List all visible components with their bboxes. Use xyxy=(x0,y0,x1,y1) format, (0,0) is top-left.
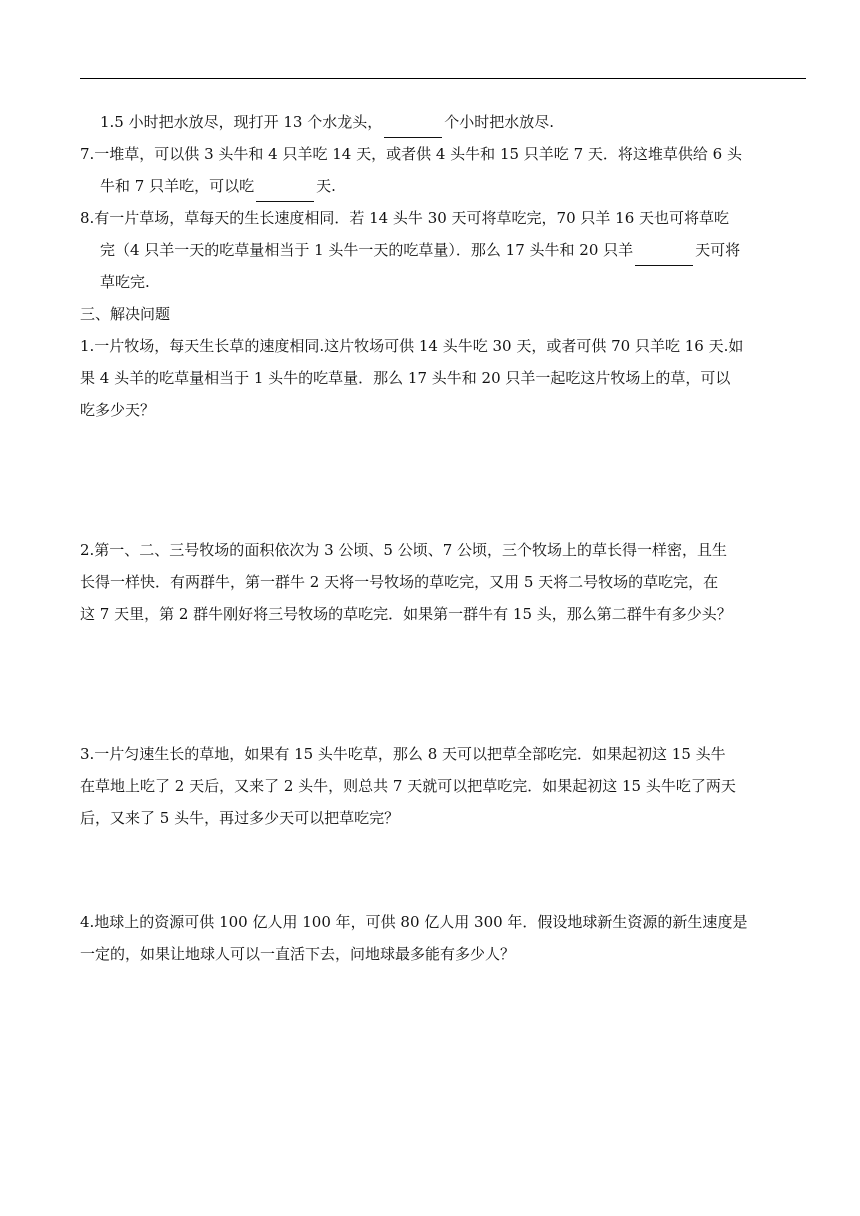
item-line xyxy=(80,170,808,202)
item-line: 7.一堆草，可以供 3 头牛和 4 只羊吃 14 天，或者供 4 头牛和 15 只羊吃 7 天．将这堆草供给 6 头 xyxy=(80,145,742,163)
header-rule xyxy=(80,78,806,79)
problem-line: 4.地球上的资源可供 100 亿人用 100 年，可供 80 亿人用 300 年．假设地球新生资源的新生速度是 xyxy=(80,913,748,931)
problem-line: 一定的，如果让地球人可以一直活下去，问地球最多能有多少人？ xyxy=(80,945,516,963)
answer-space[interactable] xyxy=(80,834,808,906)
fill-in-item-7 xyxy=(80,138,808,202)
item-line: 8.有一片草场，草每天的生长速度相同．若 14 头牛 30 天可将草吃完，70 只羊 16 天也可将草吃 xyxy=(80,209,730,227)
answer-space[interactable] xyxy=(80,426,808,534)
item-text: 天. xyxy=(316,177,336,195)
problem-line: 在草地上吃了 2 天后，又来了 2 头牛，则总共 7 天就可以把草吃完．如果起初这 15 头牛吃了两天 xyxy=(80,777,736,795)
item-text: 牛和 7 只羊吃，可以吃 xyxy=(100,177,255,195)
problem-line: 果 4 头羊的吃草量相当于 1 头牛的吃草量．那么 17 头牛和 20 只羊一起吃这片牧场上的草，可以 xyxy=(80,369,731,387)
problem-line: 3.一片匀速生长的草地，如果有 15 头牛吃草，那么 8 天可以把草全部吃完．如果起初这 15 头牛 xyxy=(80,745,726,763)
item-line xyxy=(80,234,808,266)
answer-space[interactable] xyxy=(80,970,808,1078)
problem-line: 长得一样快．有两群牛，第一群牛 2 天将一号牧场的草吃完，又用 5 天将二号牧场的草吃完，在 xyxy=(80,573,719,591)
problem-line: 这 7 天里，第 2 群牛刚好将三号牧场的草吃完．如果第一群牛有 15 头，那么第二群牛有多少头？ xyxy=(80,605,732,623)
problem-4 xyxy=(80,906,808,970)
item-text: 天可将 xyxy=(695,241,741,259)
answer-blank[interactable] xyxy=(635,245,693,266)
item-text: 个小时把水放尽. xyxy=(444,113,555,131)
item-text: 完（4 只羊一天的吃草量相当于 1 头牛一天的吃草量）．那么 17 头牛和 20 只羊 xyxy=(100,241,634,259)
problem-line: 2.第一、二、三号牧场的面积依次为 3 公顷、5 公顷、7 公顷，三个牧场上的草长得一样密，且生 xyxy=(80,541,728,559)
section-heading: 三、解决问题 xyxy=(80,305,171,323)
problem-2 xyxy=(80,534,808,630)
fill-in-item-continuation xyxy=(80,106,808,138)
problem-1 xyxy=(80,330,808,426)
problem-line: 1.一片牧场，每天生长草的速度相同.这片牧场可供 14 头牛吃 30 天，或者可供 70 只羊吃 16 天.如 xyxy=(80,337,744,355)
worksheet-content xyxy=(80,106,808,1078)
fill-in-item-8 xyxy=(80,202,808,298)
item-text: 1.5 小时把水放尽，现打开 13 个水龙头， xyxy=(100,113,383,131)
problem-line: 后，又来了 5 头牛，再过多少天可以把草吃完？ xyxy=(80,809,400,827)
problem-line: 吃多少天？ xyxy=(80,401,156,419)
problem-3 xyxy=(80,738,808,834)
answer-blank[interactable] xyxy=(256,181,314,202)
item-line: 草吃完. xyxy=(100,273,150,291)
answer-space[interactable] xyxy=(80,630,808,738)
answer-blank[interactable] xyxy=(384,117,442,138)
